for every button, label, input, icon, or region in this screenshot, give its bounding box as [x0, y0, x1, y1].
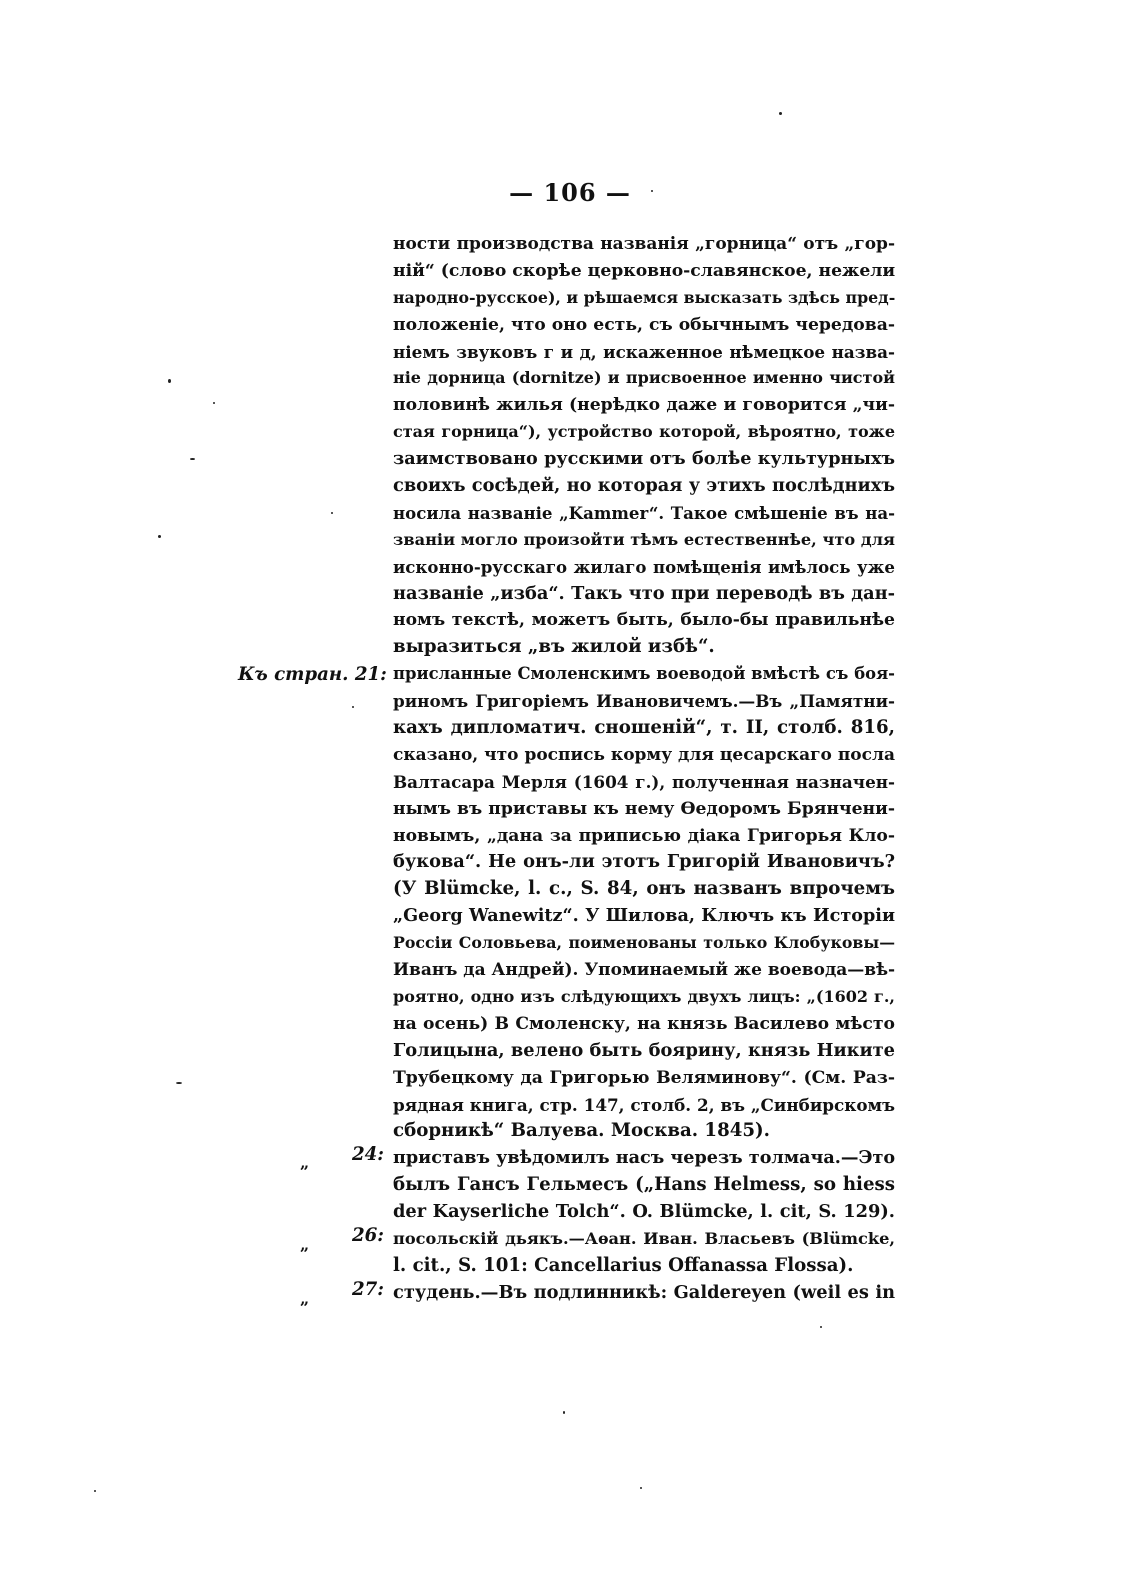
ditto-mark: „ — [300, 1289, 310, 1308]
text-line: риномъ Григоріемъ Ивановичемъ.—Въ „Памятни- — [393, 691, 895, 712]
text-line: половинѣ жилья (нерѣдко даже и говорится „чи- — [393, 395, 895, 416]
text-line: ній“ (слово скорѣе церковно-славянское, нежели — [393, 260, 896, 281]
main-text — [393, 231, 895, 1307]
text-line: приставъ увѣдомилъ насъ черезъ толмача.—Это — [393, 1147, 896, 1169]
scan-speck — [331, 512, 333, 514]
text-line: Валтасара Мерля (1604 г.), полученная назначен- — [393, 771, 895, 792]
text-line: „Georg Wanewitz“. У Шилова, Ключъ къ Исторіи — [393, 905, 895, 927]
scan-speck — [352, 706, 354, 708]
text-line: народно-русское), и рѣшаемся высказать здѣсь пред- — [393, 287, 896, 307]
text-line: выразиться „въ жилой избѣ“. — [393, 636, 715, 658]
scan-speck — [651, 190, 653, 192]
page-number: — 106 — — [509, 178, 631, 207]
page-reference-24: 24: — [352, 1144, 385, 1165]
text-line: (У Blümcke, l. c., S. 84, онъ названъ впрочемъ — [393, 878, 895, 900]
scan-speck — [190, 458, 195, 460]
text-line: студень.—Въ подлинникѣ: Galdereyen (weil es in — [393, 1281, 895, 1303]
scan-speck — [640, 1487, 642, 1489]
text-line: Иванъ да Андрей). Упоминаемый же воевода—вѣ- — [393, 960, 896, 981]
text-line: букова“. Не онъ-ли этотъ Григорій Ивановичъ? — [393, 851, 895, 873]
text-line: номъ текстѣ, можетъ быть, было-бы правильнѣе — [393, 610, 895, 631]
text-line: новымъ, „дана за приписью діака Григорья Кло- — [393, 825, 895, 846]
page-reference-27: 27: — [352, 1279, 385, 1300]
text-line: рядная книга, стр. 147, столб. 2, въ „Синбирскомъ — [393, 1094, 895, 1115]
scan-speck — [176, 1082, 182, 1084]
text-line: der Kayserliche Tolch“. O. Blümcke, l. cit, S. 129). — [393, 1201, 895, 1223]
text-line: ности производства названія „горница“ отъ „гор- — [393, 234, 895, 254]
text-line: носила названіе „Kammer“. Такое смѣшеніе въ на- — [393, 502, 895, 523]
text-line: присланные Смоленскимъ воеводой вмѣстѣ съ боя- — [393, 664, 895, 684]
scan-speck — [168, 379, 171, 383]
scan-speck — [779, 112, 782, 115]
text-line: нымъ въ приставы къ нему Өедоромъ Брянчени- — [393, 798, 895, 819]
text-line: ніемъ звуковъ г и д, искаженное нѣмецкое назва- — [393, 341, 895, 362]
scan-speck — [213, 402, 215, 404]
text-line: своихъ сосѣдей, но которая у этихъ послѣднихъ — [393, 475, 895, 497]
text-line: Голицына, велено быть боярину, князь Никите — [393, 1039, 895, 1061]
scan-speck — [94, 1490, 96, 1492]
text-line: посольскій дьякъ.—Аѳан. Иван. Власьевъ (Blümcke, — [393, 1228, 895, 1248]
text-line: Россіи Соловьева, поименованы только Клобуковы— — [393, 933, 895, 953]
text-line: сборникѣ“ Валуева. Москва. 1845). — [393, 1120, 770, 1142]
page-reference-26: 26: — [352, 1225, 385, 1246]
text-line: положеніе, что оно есть, съ обычнымъ чередова- — [393, 314, 895, 335]
text-line: названіе „изба“. Такъ что при переводѣ въ дан- — [393, 582, 895, 604]
text-line: Трубецкому да Григорью Веляминову“. (См. Раз- — [393, 1067, 895, 1088]
text-line: исконно-русскаго жилаго помѣщенія имѣлось уже — [393, 556, 895, 577]
scan-speck — [563, 1411, 565, 1414]
ditto-mark: „ — [300, 1153, 310, 1172]
scan-speck — [158, 535, 161, 538]
text-line: кахъ дипломатич. сношеній“, т. II, столб. 816, — [393, 717, 895, 739]
text-line: заимствовано русскими отъ болѣе культурныхъ — [393, 448, 895, 470]
text-line: на осень) В Смоленску, на князь Василево мѣсто — [393, 1013, 895, 1034]
page-reference-21: Къ стран. 21: — [238, 664, 387, 685]
text-line: сказано, что роспись корму для цесарскаго посла — [393, 744, 895, 765]
text-line: роятно, одно изъ слѣдующихъ двухъ лицъ: „(1602 г., — [393, 986, 895, 1006]
text-line: званіи могло произойти тѣмъ естественнѣе, что для — [393, 529, 895, 549]
ditto-mark: „ — [300, 1235, 310, 1254]
text-line: l. cit., S. 101: Cancellarius Offanassa Flossa). — [393, 1254, 854, 1276]
text-line: ніе дорница (dornitze) и присвоенное именно чистой — [393, 368, 895, 388]
text-line: былъ Гансъ Гельмесъ („Hans Helmess, so hiess — [393, 1174, 895, 1196]
text-line: стая горница“), устройство которой, вѣроятно, тоже — [393, 422, 895, 442]
scan-speck — [820, 1326, 822, 1328]
